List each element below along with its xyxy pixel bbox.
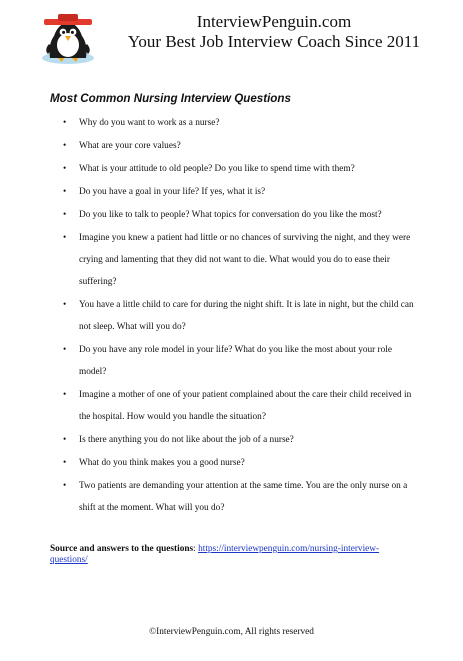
source-separator: : bbox=[193, 544, 199, 554]
source-label: Source and answers to the questions bbox=[50, 544, 194, 554]
bullet-icon: • bbox=[63, 345, 67, 356]
question-text: You have a little child to care for during the night shift. It is late in night, but the child can not sleep. What will you do? bbox=[79, 300, 414, 332]
question-list bbox=[50, 113, 420, 521]
bullet-icon: • bbox=[63, 457, 67, 468]
question-text: Is there anything you do not like about the job of a nurse? bbox=[79, 434, 294, 445]
bullet-icon: • bbox=[63, 434, 67, 445]
brand-subtitle: Your Best Job Interview Coach Since 2011 bbox=[127, 32, 421, 51]
list-item bbox=[50, 136, 420, 158]
bullet-icon: • bbox=[63, 164, 67, 175]
list-item bbox=[50, 453, 420, 475]
list-item bbox=[50, 159, 420, 181]
list-item bbox=[50, 340, 420, 384]
bullet-icon: • bbox=[63, 389, 67, 400]
list-item bbox=[50, 205, 420, 227]
list-item bbox=[50, 228, 420, 293]
question-text: Two patients are demanding your attention at the same time. You are the only nurse on a shift at the moment. What will you do? bbox=[79, 481, 408, 513]
question-text: What are your core values? bbox=[79, 141, 181, 152]
question-text: Imagine a mother of one of your patient complained about the care their child received in the hospital. How would you handle the situation? bbox=[79, 389, 412, 422]
list-item bbox=[50, 182, 420, 204]
question-text: What is your attitude to old people? Do you like to spend time with them? bbox=[79, 164, 355, 175]
penguin-logo-icon bbox=[40, 14, 96, 66]
copyright-footer: ©InterviewPenguin.com, All rights reserved bbox=[149, 627, 314, 637]
bullet-icon: • bbox=[63, 141, 67, 152]
source-link[interactable]: https://interviewpenguin.com/nursing-interview-questions/ bbox=[50, 544, 380, 565]
bullet-icon: • bbox=[63, 300, 67, 311]
question-text: Do you have any role model in your life? What do you like the most about your role model? bbox=[79, 345, 393, 377]
question-text: What do you think makes you a good nurse? bbox=[79, 457, 245, 468]
question-text: Imagine you knew a patient had little or no chances of surviving the night, and they were crying and lamenting that they did not want to die. What would you do to ease their suffering? bbox=[79, 233, 411, 288]
question-text: Do you have a goal in your life? If yes, what it is? bbox=[79, 187, 266, 198]
bullet-icon: • bbox=[63, 118, 67, 128]
question-text: Why do you want to work as a nurse? bbox=[79, 118, 220, 128]
question-text: Do you like to talk to people? What topics for conversation do you like the most? bbox=[79, 210, 382, 221]
page-heading: Most Common Nursing Interview Questions bbox=[50, 92, 291, 105]
page-header bbox=[0, 0, 463, 80]
list-item bbox=[50, 476, 420, 520]
brand-title: InterviewPenguin.com bbox=[196, 12, 352, 31]
list-item bbox=[50, 430, 420, 452]
list-item bbox=[50, 385, 420, 429]
list-item bbox=[50, 295, 420, 339]
bullet-icon: • bbox=[63, 210, 67, 221]
source-note bbox=[50, 544, 410, 566]
bullet-icon: • bbox=[63, 233, 67, 244]
bullet-icon: • bbox=[63, 187, 67, 198]
bullet-icon: • bbox=[63, 481, 67, 492]
list-item bbox=[50, 113, 420, 135]
